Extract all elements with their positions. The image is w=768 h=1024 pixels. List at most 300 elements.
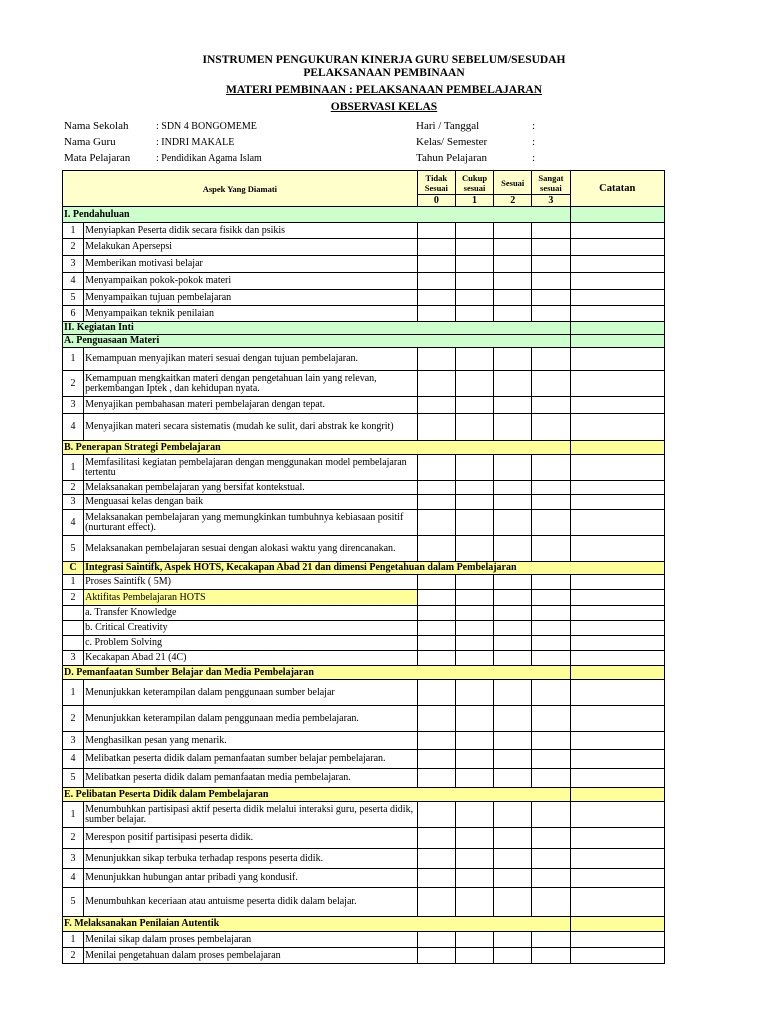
score-cell-1[interactable] <box>455 636 493 651</box>
catatan-cell[interactable] <box>570 606 665 621</box>
catatan-cell[interactable] <box>570 536 665 562</box>
score-cell-1[interactable] <box>455 239 493 256</box>
score-cell-3[interactable] <box>532 536 570 562</box>
item-description: Melaksanakan pembelajaran sesuai dengan alokasi waktu yang direncanakan. <box>84 536 418 562</box>
score-cell-1[interactable] <box>455 606 493 621</box>
table-row <box>63 948 665 964</box>
catatan-cell[interactable] <box>570 348 665 371</box>
score-cell-2[interactable] <box>494 849 532 869</box>
nama-guru-value: : INDRI MAKALE <box>156 137 235 148</box>
score-cell-2[interactable] <box>494 371 532 397</box>
score-cell-3[interactable] <box>532 606 570 621</box>
score-cell-1[interactable] <box>455 256 493 273</box>
item-description: b. Critical Creativity <box>84 621 418 636</box>
score-cell-1[interactable] <box>455 932 493 948</box>
item-number: 1 <box>63 348 84 371</box>
score-cell-3[interactable] <box>532 590 570 606</box>
tahun-value: : <box>532 152 536 164</box>
score-cell-1[interactable] <box>455 481 493 495</box>
catatan-cell[interactable] <box>570 455 665 481</box>
section-title: F. Melaksanakan Penilaian Autentik <box>63 917 571 932</box>
score-cell-1[interactable] <box>455 769 493 788</box>
materi-title: MATERI PEMBINAAN : PELAKSANAAN PEMBELAJARAN <box>225 84 543 96</box>
score-cell-0[interactable] <box>417 575 455 590</box>
kelas-label: Kelas/ Semester <box>416 136 488 148</box>
item-number: 4 <box>63 414 84 441</box>
item-number: 2 <box>63 371 84 397</box>
catatan-cell[interactable] <box>570 769 665 788</box>
item-number: 1 <box>63 932 84 948</box>
score-cell-0[interactable] <box>417 769 455 788</box>
score-cell-2[interactable] <box>494 239 532 256</box>
item-number: 5 <box>63 769 84 788</box>
score-cell-2[interactable] <box>494 223 532 239</box>
score-cell-1[interactable] <box>455 706 493 732</box>
table-row <box>63 706 665 732</box>
item-description: Menyampaikan tujuan pembelajaran <box>84 290 418 306</box>
item-number: 2 <box>63 948 84 964</box>
catatan-cell[interactable] <box>570 239 665 256</box>
score-cell-0[interactable] <box>417 636 455 651</box>
section-title: Integrasi Saintifk, Aspek HOTS, Kecakapan Abad 21 dan dimensi Pengetahuan dalam Pembelajaran <box>84 562 665 575</box>
item-number: 4 <box>63 510 84 536</box>
item-description: Menunjukkan hubungan antar pribadi yang kondusif. <box>84 869 418 888</box>
table-row <box>63 510 665 536</box>
score-cell-1[interactable] <box>455 802 493 828</box>
score-cell-1[interactable] <box>455 869 493 888</box>
catatan-cell[interactable] <box>570 322 665 335</box>
score-cell-3[interactable] <box>532 273 570 290</box>
section-number: C <box>63 562 84 575</box>
score-cell-0[interactable] <box>417 750 455 769</box>
score-cell-1[interactable] <box>455 590 493 606</box>
score-cell-3[interactable] <box>532 828 570 849</box>
score-cell-2[interactable] <box>494 348 532 371</box>
score-cell-3[interactable] <box>532 256 570 273</box>
section-title: D. Pemanfaatan Sumber Belajar dan Media Pembelajaran <box>63 666 571 680</box>
score-cell-2[interactable] <box>494 414 532 441</box>
item-number: 3 <box>63 849 84 869</box>
score-cell-0[interactable] <box>417 680 455 706</box>
hari-label: Hari / Tanggal <box>416 120 480 132</box>
score-cell-2[interactable] <box>494 948 532 964</box>
score-cell-1[interactable] <box>455 750 493 769</box>
score-cell-1[interactable] <box>455 306 493 322</box>
mapel-value: : Pendidikan Agama Islam <box>156 153 262 164</box>
table-row <box>63 273 665 290</box>
item-number: 1 <box>63 802 84 828</box>
score-cell-1[interactable] <box>455 510 493 536</box>
score-cell-2[interactable] <box>494 481 532 495</box>
catatan-cell[interactable] <box>570 869 665 888</box>
score-cell-0[interactable] <box>417 306 455 322</box>
score-cell-2[interactable] <box>494 932 532 948</box>
score-cell-1[interactable] <box>455 732 493 750</box>
score-cell-0[interactable] <box>417 348 455 371</box>
item-description: Menyampaikan pokok-pokok materi <box>84 273 418 290</box>
score-cell-2[interactable] <box>494 769 532 788</box>
score-cell-3[interactable] <box>532 397 570 414</box>
score-cell-0[interactable] <box>417 481 455 495</box>
item-description: Melibatkan peserta didik dalam pemanfaatan media pembelajaran. <box>84 769 418 788</box>
item-description: Melaksanakan pembelajaran yang bersifat kontekstual. <box>84 481 418 495</box>
score-value-1: 1 <box>455 195 493 207</box>
score-cell-3[interactable] <box>532 348 570 371</box>
score-cell-2[interactable] <box>494 802 532 828</box>
item-number: 1 <box>63 223 84 239</box>
score-cell-0[interactable] <box>417 397 455 414</box>
item-description: Merespon positif partisipasi peserta didik. <box>84 828 418 849</box>
score-cell-3[interactable] <box>532 306 570 322</box>
item-description: Kemampuan menyajikan materi sesuai dengan tujuan pembelajaran. <box>84 348 418 371</box>
score-cell-2[interactable] <box>494 536 532 562</box>
score-cell-0[interactable] <box>417 495 455 510</box>
catatan-cell[interactable] <box>570 335 665 348</box>
catatan-cell[interactable] <box>570 828 665 849</box>
score-cell-0[interactable] <box>417 510 455 536</box>
nama-sekolah-label: Nama Sekolah <box>64 120 129 132</box>
score-cell-1[interactable] <box>455 651 493 666</box>
score-cell-2[interactable] <box>494 706 532 732</box>
score-cell-0[interactable] <box>417 590 455 606</box>
catatan-cell[interactable] <box>570 273 665 290</box>
table-row <box>63 348 665 371</box>
kelas-value: : <box>532 136 536 148</box>
table-row <box>63 651 665 666</box>
item-description: Menunjukkan sikap terbuka terhadap respons peserta didik. <box>84 849 418 869</box>
score-cell-2[interactable] <box>494 606 532 621</box>
score-cell-2[interactable] <box>494 510 532 536</box>
score-cell-0[interactable] <box>417 948 455 964</box>
score-cell-3[interactable] <box>532 621 570 636</box>
catatan-cell[interactable] <box>570 590 665 606</box>
item-description: Menumbuhkan partisipasi aktif peserta didik melalui interaksi guru, peserta didik, sumber belajar. <box>84 802 418 828</box>
score-cell-1[interactable] <box>455 948 493 964</box>
score-cell-0[interactable] <box>417 888 455 917</box>
score-cell-0[interactable] <box>417 371 455 397</box>
score-cell-1[interactable] <box>455 575 493 590</box>
item-description: Menguasai kelas dengan baik <box>84 495 418 510</box>
score-cell-3[interactable] <box>532 651 570 666</box>
score-cell-0[interactable] <box>417 849 455 869</box>
score-cell-3[interactable] <box>532 706 570 732</box>
score-cell-2[interactable] <box>494 256 532 273</box>
hari-value: : <box>532 120 536 132</box>
item-description: Menilai pengetahuan dalam proses pembelajaran <box>84 948 418 964</box>
score-cell-3[interactable] <box>532 948 570 964</box>
catatan-cell[interactable] <box>570 651 665 666</box>
table-row <box>63 455 665 481</box>
score-cell-0[interactable] <box>417 651 455 666</box>
catatan-cell[interactable] <box>570 680 665 706</box>
title-line-2: PELAKSANAAN PEMBINAAN <box>303 67 465 79</box>
item-description: Kecakapan Abad 21 (4C) <box>84 651 418 666</box>
score-cell-1[interactable] <box>455 495 493 510</box>
table-row <box>63 636 665 651</box>
catatan-cell[interactable] <box>570 636 665 651</box>
catatan-cell[interactable] <box>570 750 665 769</box>
section-header-row <box>63 207 665 223</box>
catatan-cell[interactable] <box>570 888 665 917</box>
score-cell-2[interactable] <box>494 306 532 322</box>
item-number: 1 <box>63 575 84 590</box>
catatan-cell[interactable] <box>570 290 665 306</box>
item-number: 1 <box>63 680 84 706</box>
catatan-cell[interactable] <box>570 510 665 536</box>
score-cell-2[interactable] <box>494 636 532 651</box>
section-header-row <box>63 788 665 802</box>
item-number <box>63 636 84 651</box>
score-cell-1[interactable] <box>455 290 493 306</box>
tahun-label: Tahun Pelajaran <box>416 152 488 164</box>
score-cell-0[interactable] <box>417 455 455 481</box>
table-row <box>63 932 665 948</box>
catatan-cell[interactable] <box>570 223 665 239</box>
item-number: 3 <box>63 732 84 750</box>
catatan-cell[interactable] <box>570 666 665 680</box>
score-cell-0[interactable] <box>417 732 455 750</box>
section-header-row <box>63 562 665 575</box>
item-number: 3 <box>63 651 84 666</box>
table-row <box>63 621 665 636</box>
score-cell-0[interactable] <box>417 621 455 636</box>
item-description: Melaksanakan pembelajaran yang memungkinkan tumbuhnya kebiasaan positif (nurturant effect). <box>84 510 418 536</box>
observation-table <box>62 170 665 964</box>
catatan-cell[interactable] <box>570 495 665 510</box>
section-title: E. Pelibatan Peserta Didik dalam Pembelajaran <box>63 788 571 802</box>
item-description: Menyiapkan Peserta didik secara fisikk dan psikis <box>84 223 418 239</box>
item-number: 2 <box>63 239 84 256</box>
table-row <box>63 750 665 769</box>
item-number: 1 <box>63 455 84 481</box>
table-row <box>63 575 665 590</box>
score-cell-3[interactable] <box>532 510 570 536</box>
catatan-cell[interactable] <box>570 849 665 869</box>
section-title: B. Penerapan Strategi Pembelajaran <box>63 441 571 455</box>
item-number <box>63 621 84 636</box>
score-cell-3[interactable] <box>532 575 570 590</box>
catatan-cell[interactable] <box>570 706 665 732</box>
score-header-1: Cukup sesuai <box>455 171 493 195</box>
score-cell-3[interactable] <box>532 414 570 441</box>
item-number: 4 <box>63 869 84 888</box>
score-cell-1[interactable] <box>455 455 493 481</box>
score-cell-1[interactable] <box>455 414 493 441</box>
score-cell-2[interactable] <box>494 651 532 666</box>
score-cell-2[interactable] <box>494 869 532 888</box>
section-title: A. Penguasaan Materi <box>63 335 571 348</box>
score-cell-1[interactable] <box>455 223 493 239</box>
score-cell-2[interactable] <box>494 273 532 290</box>
score-cell-3[interactable] <box>532 750 570 769</box>
score-cell-3[interactable] <box>532 849 570 869</box>
catatan-cell[interactable] <box>570 802 665 828</box>
score-cell-0[interactable] <box>417 828 455 849</box>
item-description: Menilai sikap dalam proses pembelajaran <box>84 932 418 948</box>
score-cell-3[interactable] <box>532 481 570 495</box>
item-number: 5 <box>63 290 84 306</box>
item-number: 3 <box>63 397 84 414</box>
score-cell-1[interactable] <box>455 828 493 849</box>
section-header-row <box>63 666 665 680</box>
score-cell-0[interactable] <box>417 414 455 441</box>
score-cell-1[interactable] <box>455 536 493 562</box>
score-cell-2[interactable] <box>494 888 532 917</box>
score-cell-3[interactable] <box>532 802 570 828</box>
section-header-row <box>63 335 665 348</box>
table-row <box>63 802 665 828</box>
score-cell-1[interactable] <box>455 371 493 397</box>
score-cell-0[interactable] <box>417 273 455 290</box>
table-row <box>63 869 665 888</box>
item-description: Kemampuan mengkaitkan materi dengan pengetahuan lain yang relevan, perkembangan Iptek , dan kehidupan nyata. <box>84 371 418 397</box>
score-cell-3[interactable] <box>532 932 570 948</box>
table-row <box>63 290 665 306</box>
item-description: Menunjukkan keterampilan dalam penggunaan media pembelajaran. <box>84 706 418 732</box>
item-description: Aktifitas Pembelajaran HOTS <box>84 590 418 606</box>
score-cell-0[interactable] <box>417 239 455 256</box>
item-number: 2 <box>63 706 84 732</box>
item-description: Menumbuhkan keceriaan atau antuisme peserta didik dalam belajar. <box>84 888 418 917</box>
catatan-cell[interactable] <box>570 788 665 802</box>
catatan-cell[interactable] <box>570 917 665 932</box>
score-cell-2[interactable] <box>494 750 532 769</box>
score-cell-0[interactable] <box>417 802 455 828</box>
score-cell-2[interactable] <box>494 495 532 510</box>
catatan-cell[interactable] <box>570 575 665 590</box>
catatan-cell[interactable] <box>570 481 665 495</box>
score-cell-3[interactable] <box>532 769 570 788</box>
score-cell-3[interactable] <box>532 371 570 397</box>
item-number: 4 <box>63 273 84 290</box>
item-description: Menyampaikan teknik penilaian <box>84 306 418 322</box>
score-value-2: 2 <box>494 195 532 207</box>
score-cell-0[interactable] <box>417 223 455 239</box>
score-cell-3[interactable] <box>532 495 570 510</box>
score-header-3: Sangat sesuai <box>532 171 570 195</box>
score-cell-1[interactable] <box>455 680 493 706</box>
score-cell-3[interactable] <box>532 239 570 256</box>
score-cell-3[interactable] <box>532 223 570 239</box>
observasi-title: OBSERVASI KELAS <box>330 101 438 113</box>
item-number: 6 <box>63 306 84 322</box>
table-row <box>63 495 665 510</box>
item-description: a. Transfer Knowledge <box>84 606 418 621</box>
score-header-0: Tidak Sesuai <box>417 171 455 195</box>
item-description: Memberikan motivasi belajar <box>84 256 418 273</box>
item-number <box>63 606 84 621</box>
table-row <box>63 769 665 788</box>
nama-guru-label: Nama Guru <box>64 136 116 148</box>
table-row <box>63 397 665 414</box>
item-number: 3 <box>63 495 84 510</box>
catatan-cell[interactable] <box>570 948 665 964</box>
item-number: 2 <box>63 590 84 606</box>
score-cell-1[interactable] <box>455 849 493 869</box>
table-row <box>63 481 665 495</box>
table-row <box>63 888 665 917</box>
score-cell-2[interactable] <box>494 575 532 590</box>
catatan-cell[interactable] <box>570 932 665 948</box>
section-header-row <box>63 917 665 932</box>
table-row <box>63 849 665 869</box>
mapel-label: Mata Pelajaran <box>64 152 131 164</box>
catatan-cell[interactable] <box>570 397 665 414</box>
section-header-row <box>63 322 665 335</box>
score-cell-0[interactable] <box>417 706 455 732</box>
score-cell-3[interactable] <box>532 888 570 917</box>
table-row <box>63 590 665 606</box>
score-cell-3[interactable] <box>532 680 570 706</box>
score-cell-2[interactable] <box>494 455 532 481</box>
item-description: Melibatkan peserta didik dalam pemanfaatan sumber belajar pembelajaran. <box>84 750 418 769</box>
score-cell-1[interactable] <box>455 888 493 917</box>
score-cell-2[interactable] <box>494 680 532 706</box>
item-number: 2 <box>63 828 84 849</box>
score-cell-2[interactable] <box>494 590 532 606</box>
score-cell-0[interactable] <box>417 606 455 621</box>
score-cell-1[interactable] <box>455 273 493 290</box>
table-row <box>63 239 665 256</box>
catatan-cell[interactable] <box>570 441 665 455</box>
section-header-row <box>63 441 665 455</box>
nama-sekolah-value: : SDN 4 BONGOMEME <box>156 121 257 132</box>
score-cell-3[interactable] <box>532 455 570 481</box>
table-row <box>63 256 665 273</box>
catatan-cell[interactable] <box>570 306 665 322</box>
score-cell-2[interactable] <box>494 621 532 636</box>
score-cell-0[interactable] <box>417 932 455 948</box>
score-cell-0[interactable] <box>417 869 455 888</box>
catatan-cell[interactable] <box>570 414 665 441</box>
catatan-cell[interactable] <box>570 256 665 273</box>
table-row <box>63 536 665 562</box>
score-cell-3[interactable] <box>532 636 570 651</box>
table-row <box>63 606 665 621</box>
score-cell-0[interactable] <box>417 290 455 306</box>
item-number: 5 <box>63 888 84 917</box>
score-cell-3[interactable] <box>532 869 570 888</box>
score-cell-2[interactable] <box>494 732 532 750</box>
item-description: Memfasilitasi kegiatan pembelajaran dengan menggunakan model pembelajaran tertentu <box>84 455 418 481</box>
table-row <box>63 680 665 706</box>
table-row <box>63 828 665 849</box>
score-cell-2[interactable] <box>494 397 532 414</box>
score-cell-0[interactable] <box>417 256 455 273</box>
score-cell-3[interactable] <box>532 732 570 750</box>
score-cell-0[interactable] <box>417 536 455 562</box>
score-cell-1[interactable] <box>455 621 493 636</box>
item-description: Proses Saintifk ( 5M) <box>84 575 418 590</box>
catatan-cell[interactable] <box>570 371 665 397</box>
table-row <box>63 732 665 750</box>
item-description: Melakukan Apersepsi <box>84 239 418 256</box>
score-cell-1[interactable] <box>455 397 493 414</box>
item-description: Menunjukkan keterampilan dalam penggunaan sumber belajar <box>84 680 418 706</box>
document-title-block <box>0 54 768 113</box>
score-cell-2[interactable] <box>494 828 532 849</box>
catatan-cell[interactable] <box>570 621 665 636</box>
item-description: Menghasilkan pesan yang menarik. <box>84 732 418 750</box>
score-cell-2[interactable] <box>494 290 532 306</box>
score-cell-1[interactable] <box>455 348 493 371</box>
catatan-cell[interactable] <box>570 207 665 223</box>
item-description: c. Problem Solving <box>84 636 418 651</box>
item-number: 2 <box>63 481 84 495</box>
score-cell-3[interactable] <box>532 290 570 306</box>
catatan-cell[interactable] <box>570 732 665 750</box>
item-number: 3 <box>63 256 84 273</box>
